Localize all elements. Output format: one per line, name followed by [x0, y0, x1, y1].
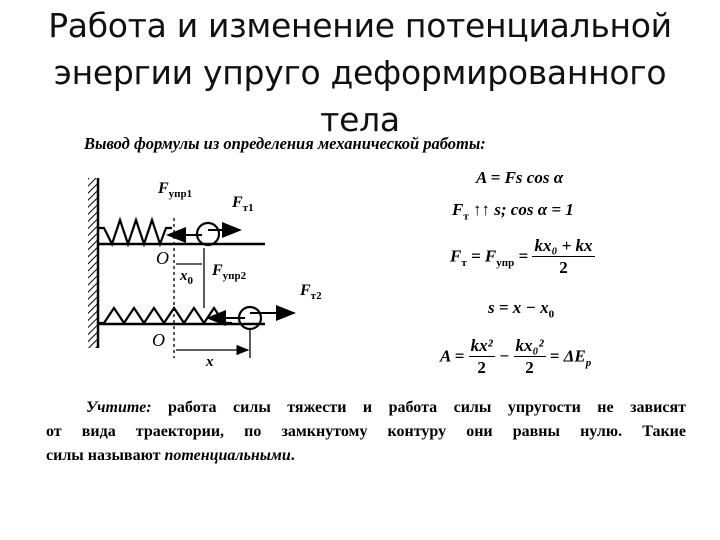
formula-energy: A = $\frac{\text{kx²}}{2}$ − $\frac{\text{kx₀²}}{2}$ = $\Delta E_p$ [440, 336, 592, 377]
label-f-upr2: $F_{упр2}$ [212, 262, 247, 283]
fraction-kx2: $\frac{\text{kx²}}{2}$ [470, 336, 493, 377]
note-paragraph [46, 396, 686, 468]
fraction-kx02: $\frac{\text{kx₀²}}{2}$ [515, 336, 544, 377]
spring-upper [98, 220, 172, 244]
label-f-upr1: $F_{упр1}$ [158, 180, 193, 201]
heading-rest: из определения механической работы: [203, 134, 486, 153]
spring-diagram [80, 158, 380, 378]
wall [88, 178, 98, 348]
label-x: x [206, 354, 214, 370]
formula-direction: $F_т$ ↑↑ s; cos α = 1 [452, 200, 574, 223]
formula-work: A = Fs cos α [476, 168, 564, 187]
note-line-2: от вида траектории, по замкнутому контуру они равны нулю. Такие [46, 423, 686, 440]
title-line-1: Работа и изменение потенциальной [48, 6, 672, 45]
slide-title [20, 2, 700, 143]
derivation-heading [84, 134, 486, 154]
note-line-1: Учтите: работа силы тяжести и работа силы упругости не зависят [86, 399, 686, 416]
label-x0: $x_0$ [180, 268, 193, 287]
note-line-3: силы называют потенциальными. [46, 447, 295, 464]
heading-italic: Вывод формулы [84, 134, 200, 153]
label-f-t2: $F_{т2}$ [300, 282, 322, 303]
label-o2: O [152, 330, 165, 350]
label-f-t1: $F_{т1}$ [232, 194, 254, 215]
title-line-2: энергии упруго деформированного [53, 53, 667, 92]
label-o1: O [156, 248, 169, 268]
spring-lower [98, 308, 232, 323]
title-line-3: тела [320, 100, 400, 139]
fraction-force: $\frac{\text{kx₀ + kx}}{2}$ [534, 236, 593, 277]
formula-average-force: $F_т = F_{упр}$ = $\frac{\text{kx₀ + kx}}{2}$ [450, 236, 593, 277]
formula-displacement: $s = x - x_0$ [488, 298, 555, 321]
